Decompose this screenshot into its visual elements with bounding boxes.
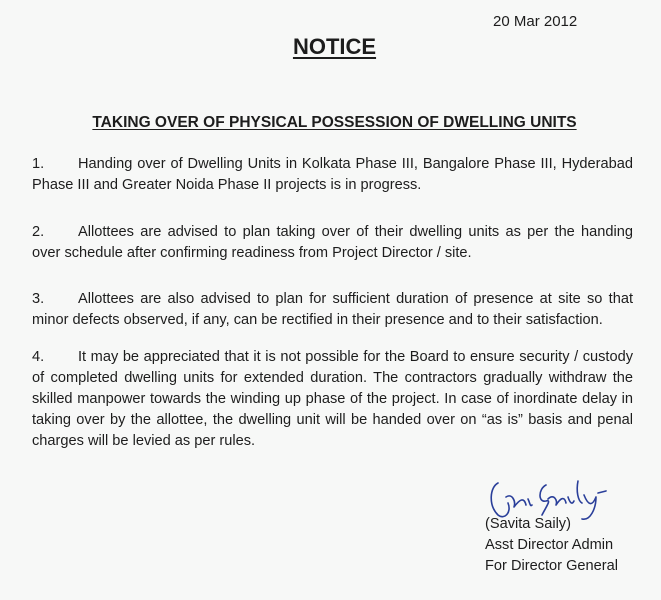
notice-title: NOTICE	[292, 34, 377, 59]
paragraph-number: 3.	[32, 291, 45, 307]
signatory-block	[485, 514, 618, 577]
notice-date: 20 Mar 2012	[493, 13, 578, 30]
signatory-on-behalf: For Director General	[485, 558, 619, 574]
paragraph-text: Allottees are also advised to plan for sufficient duration of presence at site so that minor defects observed, if any, can be rectified in their presence and to their satisfaction.	[32, 291, 633, 328]
signatory-designation: Asst Director Admin	[485, 537, 614, 553]
paragraph-text: It may be appreciated that it is not possible for the Board to ensure security / custody of completed dwelling units for extended duration. The contractors gradually withdraw the skilled manpower towards the winding up phase of the project. In case of inordinate delay in taking over by the allottee, the dwelling unit will be handed over on “as is” basis and penal charges will be levied as per rules.	[32, 349, 633, 449]
paragraph-4	[32, 347, 633, 452]
paragraph-2	[32, 222, 633, 264]
paragraph-1	[32, 154, 633, 196]
signatory-name: (Savita Saily)	[485, 516, 571, 532]
paragraph-number: 1.	[32, 156, 45, 172]
paragraph-text: Allottees are advised to plan taking over of their dwelling units as per the handing over schedule after confirming readiness from Project Director / site.	[32, 224, 633, 261]
paragraph-number: 2.	[32, 224, 45, 240]
paragraph-text: Handing over of Dwelling Units in Kolkata Phase III, Bangalore Phase III, Hyderabad Phase III and Greater Noida Phase II projects is in progress.	[32, 156, 633, 193]
notice-subject: TAKING OVER OF PHYSICAL POSSESSION OF DWELLING UNITS	[92, 114, 577, 131]
paragraph-number: 4.	[32, 349, 45, 365]
paragraph-3	[32, 289, 633, 331]
